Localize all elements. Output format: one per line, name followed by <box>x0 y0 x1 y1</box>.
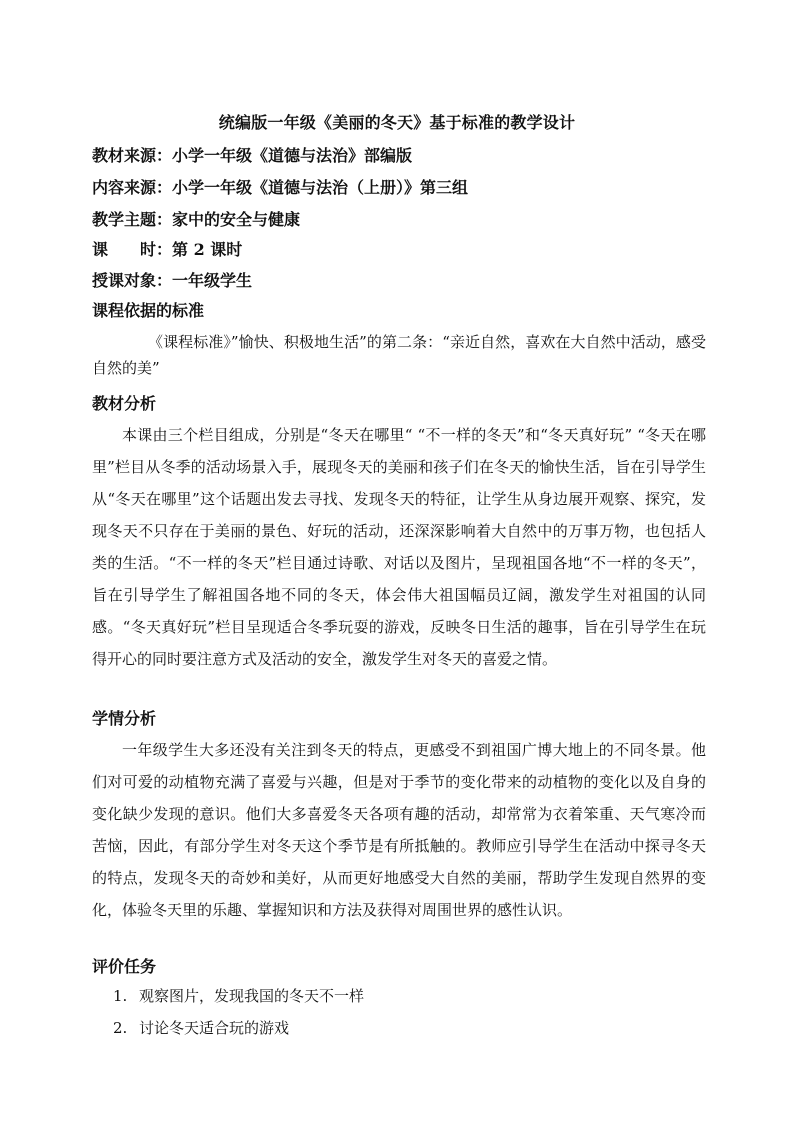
audience-value: 一年级学生 <box>172 271 253 290</box>
task-number: 2. <box>113 1019 128 1037</box>
learner-analysis-paragraph: 一年级学生大多还没有关注到冬天的特点，更感受不到祖国广博大地上的不同冬景。他们对可爱的动植物充满了喜爱与兴趣，但是对于季节的变化带来的动植物的变化以及自身的变化缺少发现的意识。他们大多喜爱冬天各项有趣的活动，却常常为衣着笨重、天气寒冷而苦恼，因此，有部分学生对冬天这个季节是有所抵触的。教师应引导学生在活动中探寻冬天的特点，发现冬天的奇妙和美好，从而更好地感受大自然的美丽，帮助学生发现自然界的变化，体验冬天里的乐趣、掌握知识和方法及获得对周围世界的感性认识。 <box>92 741 706 919</box>
task-text: 讨论冬天适合玩的游戏 <box>139 1019 290 1037</box>
evaluation-task-list <box>113 985 673 1049</box>
evaluation-tasks-heading: 评价任务 <box>92 957 157 976</box>
document-title: 统编版一年级《美丽的冬天》基于标准的教学设计 <box>218 113 576 132</box>
class-hours-label-second: 时： <box>140 240 173 259</box>
evaluation-task-item <box>113 985 673 1017</box>
content-source-value: 小学一年级《道德与法治（上册）》第三组 <box>172 178 469 197</box>
audience-label: 授课对象： <box>92 271 173 290</box>
learner-analysis-heading: 学情分析 <box>92 709 157 728</box>
content-source-label: 内容来源： <box>92 178 173 197</box>
curriculum-standard-heading: 课程依据的标准 <box>92 301 205 320</box>
material-source-label: 教材来源： <box>92 146 173 165</box>
material-source-line <box>92 145 412 167</box>
material-analysis-heading: 教材分析 <box>92 394 157 413</box>
task-number: 1. <box>113 987 128 1005</box>
teaching-theme-label: 教学主题： <box>92 210 173 229</box>
task-text: 观察图片，发现我国的冬天不一样 <box>139 987 365 1005</box>
material-analysis-paragraph: 本课由三个栏目组成，分别是“冬天在哪里“ “不一样的冬天”和“冬天真好玩” “冬天在哪里”栏目从冬季的活动场景入手，展现冬天的美丽和孩子们在冬天的愉快生活，旨在引导学生从“冬天在哪里”这个话题出发去寻找、发现冬天的特征，让学生从身边展开观察、探究，发现冬天不只存在于美丽的景色、好玩的活动，还深深影响着大自然中的万事万物，也包括人类的生活。“不一样的冬天”栏目通过诗歌、对话以及图片，呈现祖国各地“不一样的冬天”，旨在引导学生了解祖国各地不同的冬天，体会伟大祖国幅员辽阔，激发学生对祖国的认同感。“冬天真好玩”栏目呈现适合冬季玩耍的游戏，反映冬日生活的趣事，旨在引导学生在玩得开心的同时要注意方式及活动的安全，激发学生对冬天的喜爱之情。 <box>92 426 706 668</box>
class-hours-label-first: 课 <box>92 240 109 259</box>
curriculum-standard-paragraph: 《课程标准》”愉快、积极地生活”的第二条：“亲近自然，喜欢在大自然中活动，感受自然的美” <box>92 333 706 377</box>
teaching-theme-value: 家中的安全与健康 <box>172 210 301 229</box>
class-hours-value: 第 2 课时 <box>172 240 243 259</box>
teaching-theme-line <box>92 209 300 231</box>
content-source-line <box>92 177 468 199</box>
audience-line <box>92 270 252 292</box>
evaluation-task-item <box>113 1017 673 1049</box>
material-source-value: 小学一年级《道德与法治》部编版 <box>172 146 413 165</box>
class-hours-line <box>92 239 242 261</box>
